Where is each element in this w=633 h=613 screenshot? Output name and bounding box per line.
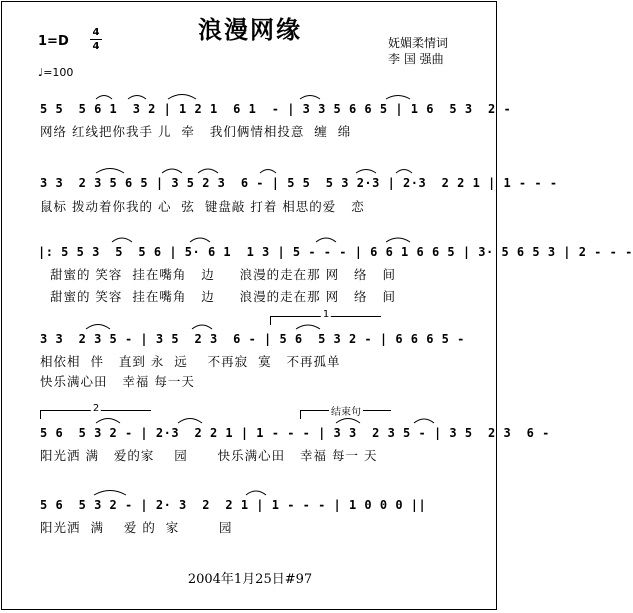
coda-bracket: 结束句 xyxy=(300,410,391,419)
second-ending-bracket: 2 xyxy=(40,410,151,419)
lyric-row-2: 鼠标 拨动着你我的 心 弦 键盘敲 打着 相思的爱 恋 xyxy=(40,199,365,214)
key-signature: 1=D xyxy=(38,34,69,49)
tempo-marking: ♩=100 xyxy=(38,66,74,79)
lyric-row-4a: 相依相 伴 直到 永 远 不再寂 寞 不再孤单 xyxy=(40,354,341,369)
notation-row-3: |: 5 5 3 5 5 6 | 5· 6 1 1 3 | 5 - - - | 6 6 1 6 6 5 | 3· 5 6 5 3 | 2 - - - xyxy=(38,245,633,259)
lyric-row-6: 阳光洒 满 爱 的 家 园 xyxy=(40,520,233,535)
song-title: 浪漫网缘 xyxy=(198,15,302,44)
notation-row-1: 5 5 5 6 1 3 2 | 1 2 1 6 1 - | 3 3 5 6 6 5 | 1 6 5 3 2 - xyxy=(40,102,512,116)
composer-credit: 李 国 强曲 xyxy=(388,52,444,66)
lyric-row-5: 阳光洒 满 爱的家 园 快乐满心田 幸福 每一 天 xyxy=(40,448,378,463)
notation-row-4: 3 3 2 3 5 - | 3 5 2 3 6 - | 5 6 5 3 2 - | 6 6 6 5 - xyxy=(40,332,465,346)
lyricist-credit: 妩媚柔情词 xyxy=(388,36,449,50)
notation-row-6: 5 6 5 3 2 - | 2· 3 2 2 1 | 1 - - - | 1 0 0 0 || xyxy=(40,498,427,512)
date-stamp: 2004年1月25日#97 xyxy=(187,572,313,587)
first-ending-bracket: 1 xyxy=(270,316,381,325)
lyric-row-3a: 甜蜜的 笑容 挂在嘴角 边 浪漫的走在那 网 络 间 xyxy=(40,267,396,282)
lyric-row-3b: 甜蜜的 笑容 挂在嘴角 边 浪漫的走在那 网 络 间 xyxy=(40,289,396,304)
meter-top: 4 xyxy=(92,27,100,38)
notation-row-2: 3 3 2 3 5 6 5 | 3 5 2 3 6 - | 5 5 5 3 2·3 | 2·3 2 2 1 | 1 - - - xyxy=(40,176,558,190)
meter-bottom: 4 xyxy=(92,41,100,52)
lyric-row-1: 网络 红线把你我手 儿 牵 我们俩情相投意 缠 绵 xyxy=(40,124,352,139)
notation-row-5: 5 6 5 3 2 - | 2·3 2 2 1 | 1 - - - | 3 3 2 3 5 - | 3 5 2 3 6 - xyxy=(40,426,550,440)
lyric-row-4b: 快乐满心田 幸福 每一天 xyxy=(40,374,195,389)
